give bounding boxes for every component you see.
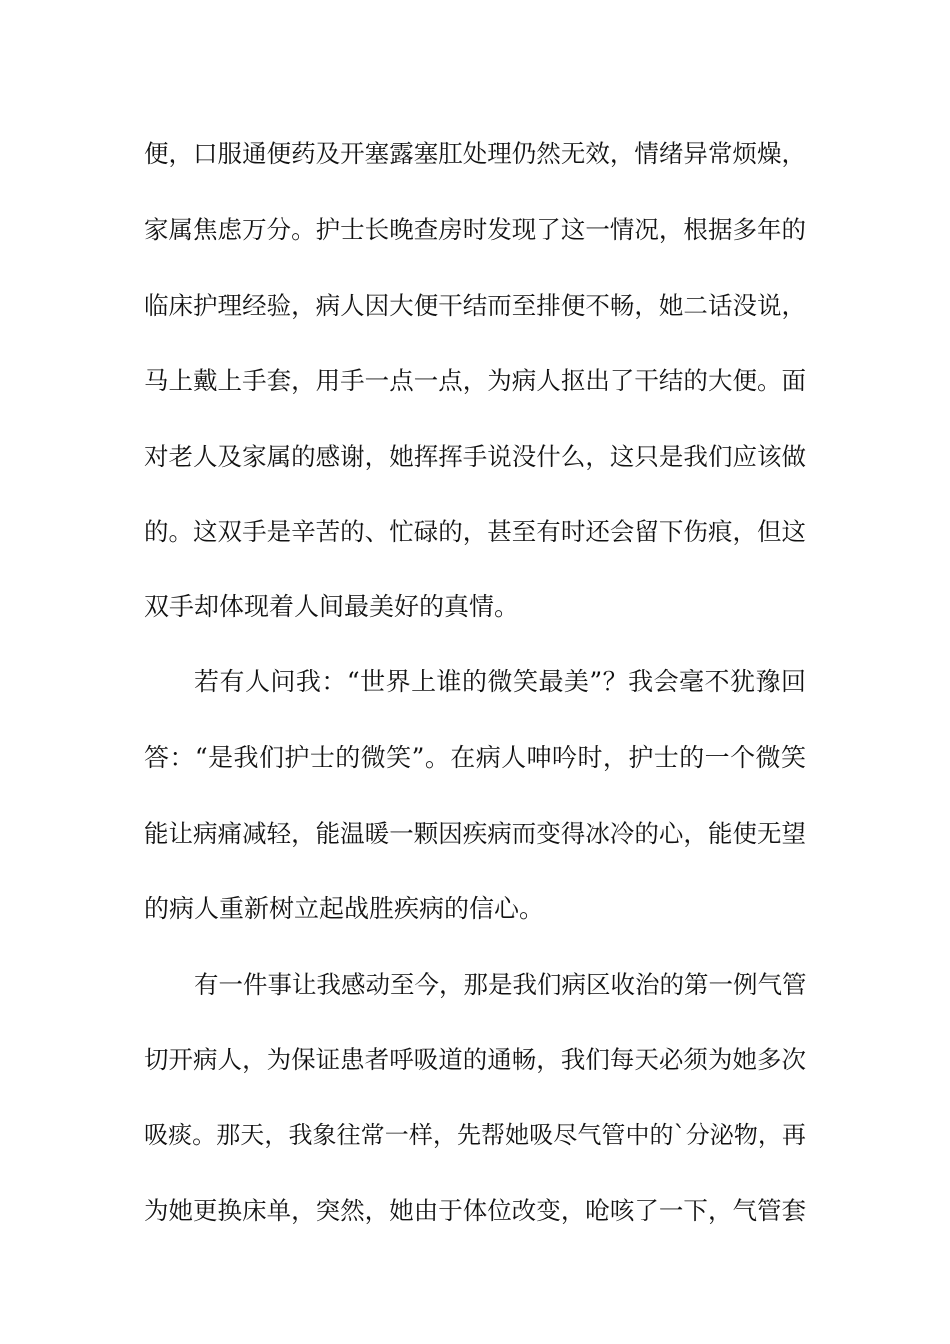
text-line: 能让病痛减轻，能温暖一颗因疾病而变得冰冷的心，能使无望 xyxy=(144,819,806,848)
text-line: 双手却体现着人间最美好的真情。 xyxy=(144,592,520,621)
text-line: 吸痰。那天，我象往常一样，先帮她吸尽气管中的`分泌物，再 xyxy=(144,1121,806,1149)
text-line: 答：“是我们护士的微笑”。在病人呻吟时，护士的一个微笑 xyxy=(144,743,806,772)
text-line: 的病人重新树立起战胜疾病的信心。 xyxy=(144,894,545,923)
text-line: 对老人及家属的感谢，她挥挥手说没什么，这只是我们应该做 xyxy=(144,442,806,471)
text-line: 有一件事让我感动至今，那是我们病区收治的第一例气管 xyxy=(194,970,807,999)
text-line: 马上戴上手套，用手一点一点，为病人抠出了干结的大便。面 xyxy=(144,366,806,395)
text-line: 若有人问我：“世界上谁的微笑最美”？我会毫不犹豫回 xyxy=(194,667,806,696)
text-line: 为她更换床单，突然，她由于体位改变，呛咳了一下，气管套 xyxy=(144,1196,806,1225)
text-line: 便，口服通便药及开塞露塞肛处理仍然无效，情绪异常烦燥， xyxy=(144,139,806,168)
text-line: 临床护理经验，病人因大便干结而至排便不畅，她二话没说， xyxy=(144,291,806,320)
text-line: 家属焦虑万分。护士长晚查房时发现了这一情况，根据多年的 xyxy=(144,215,806,244)
text-line: 切开病人，为保证患者呼吸道的通畅，我们每天必须为她多次 xyxy=(144,1045,806,1074)
text-line: 的。这双手是辛苦的、忙碌的，甚至有时还会留下伤痕，但这 xyxy=(144,517,806,546)
